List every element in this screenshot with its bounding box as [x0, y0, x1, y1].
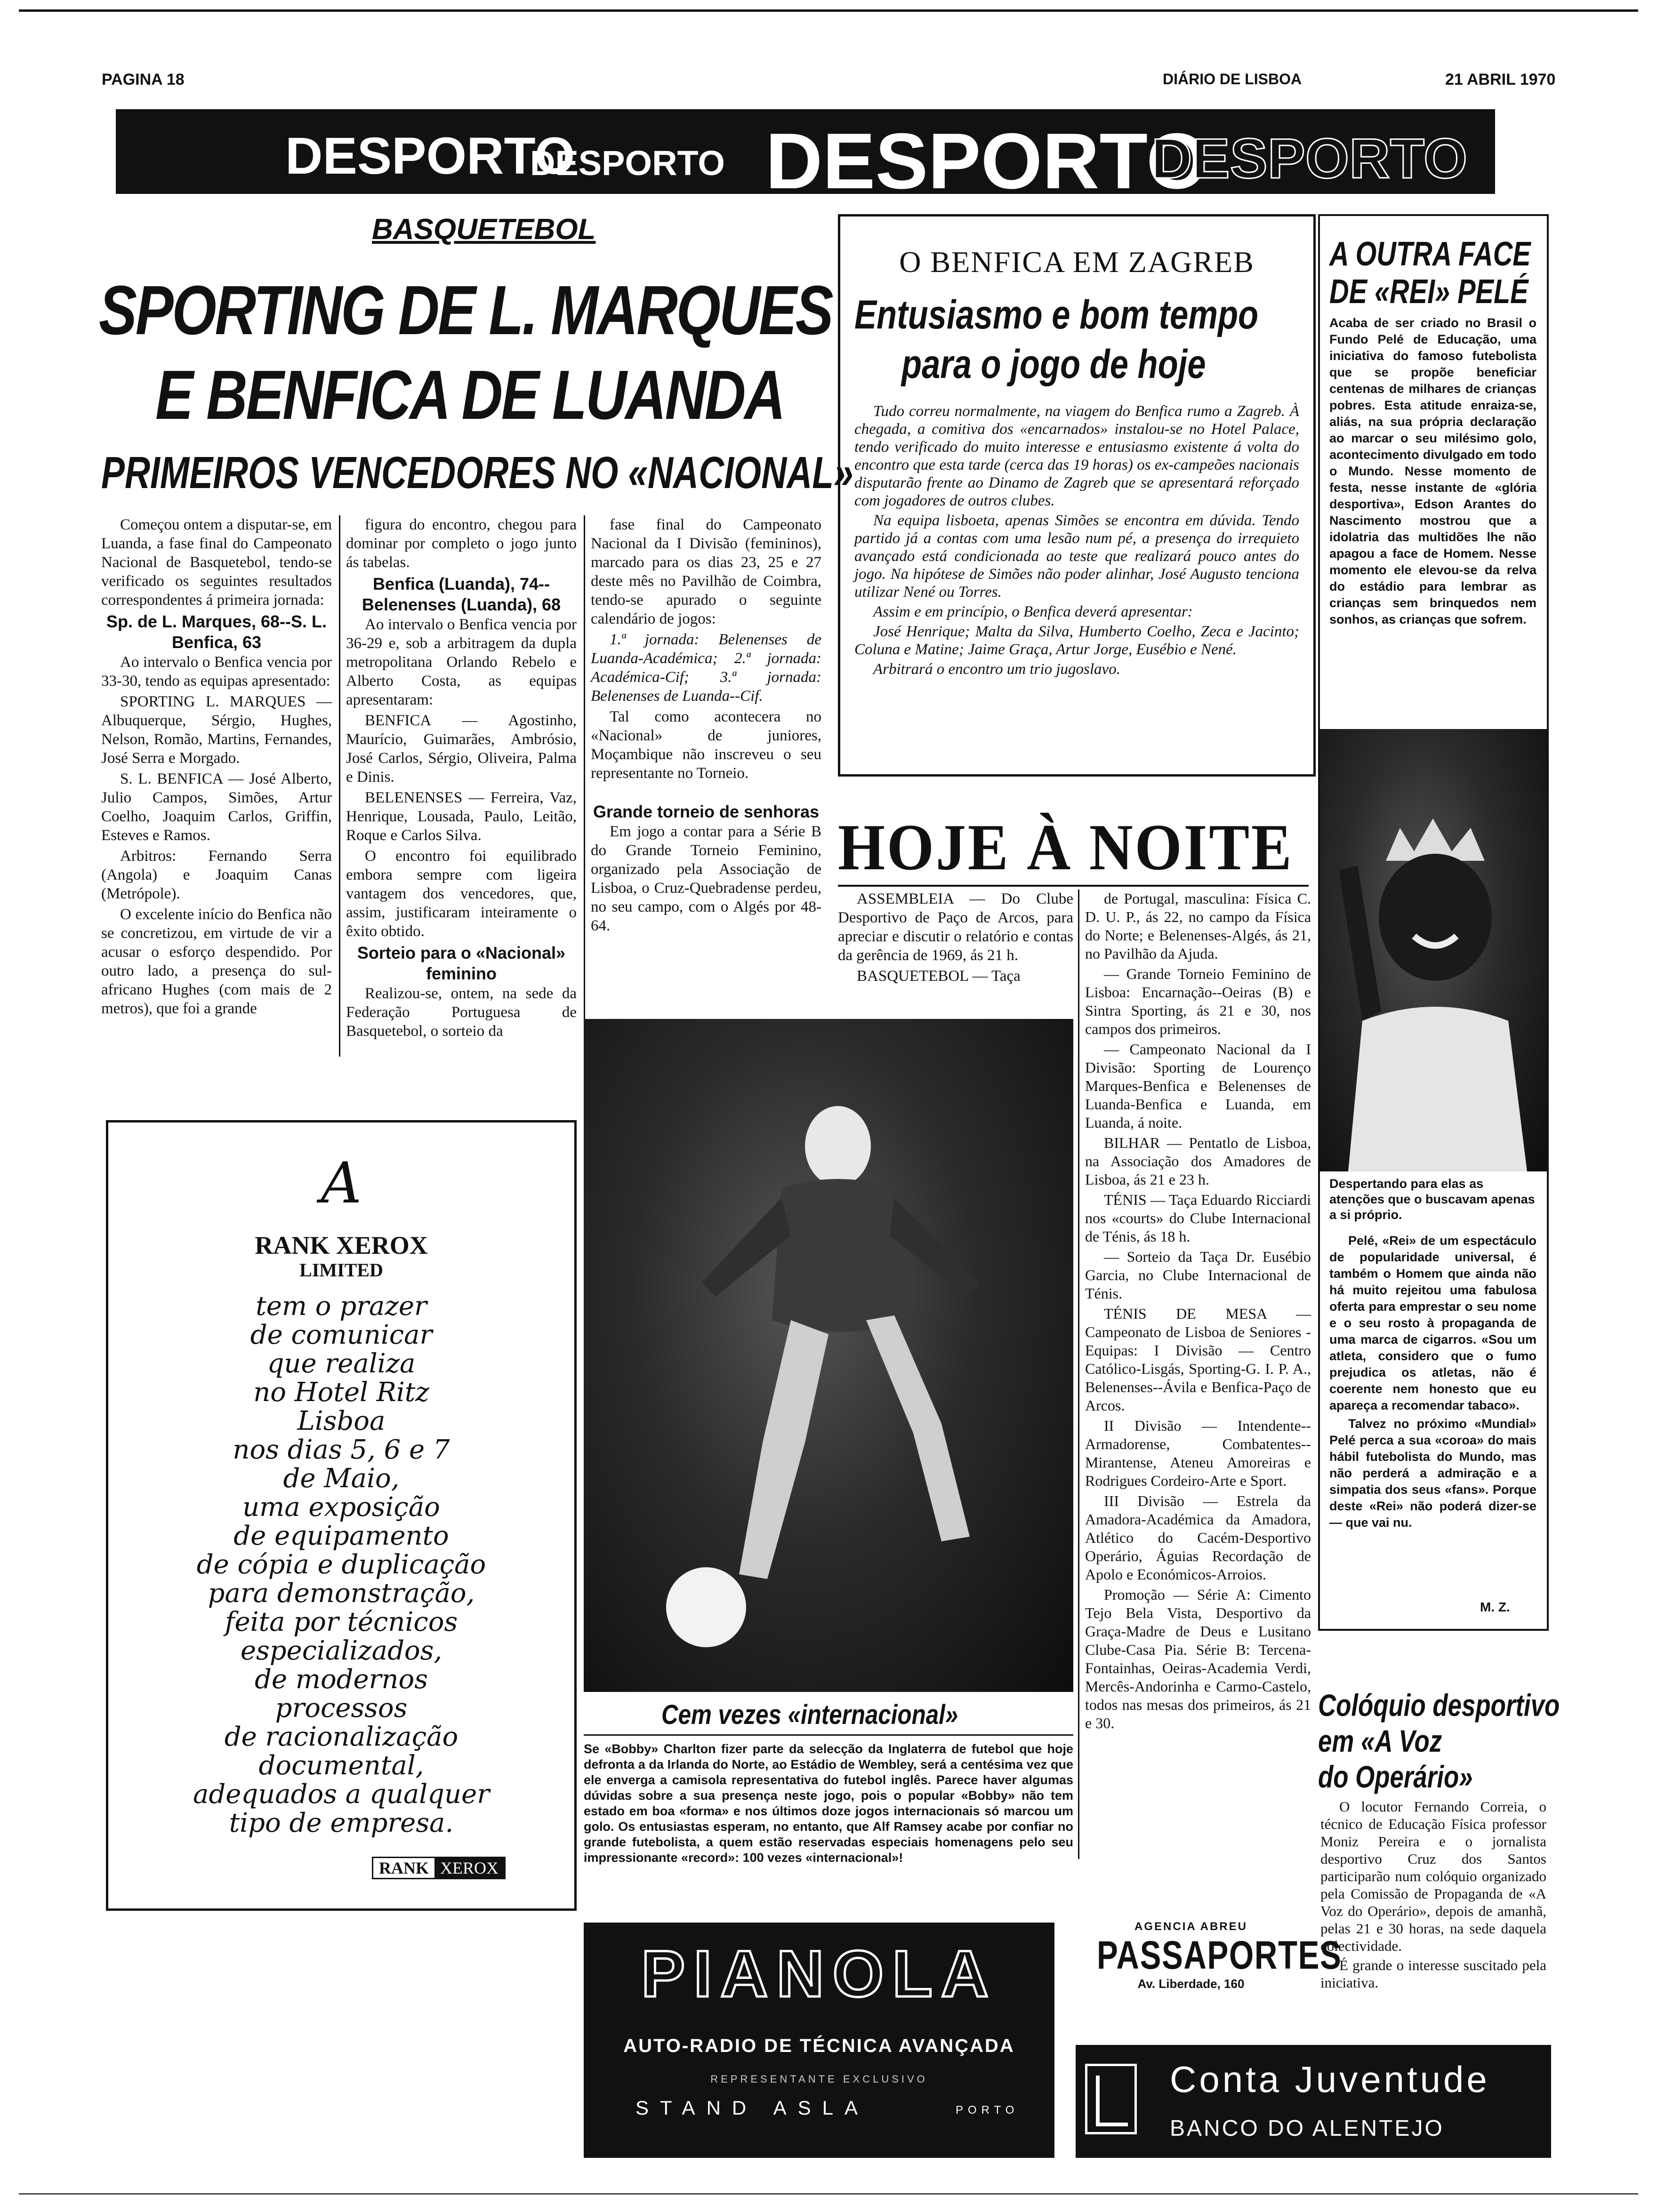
- banner-word-2: DESPORTO: [530, 144, 725, 183]
- coloquio-title: [1318, 1687, 1560, 1795]
- ad-line: no Hotel Ritz: [253, 1377, 429, 1408]
- paragraph: O excelente início do Benfica não se concretizou, em virtude de vir a acusar o esforço despendido. Por outro lado, a presença do sul-africano Hughes (com mais de 2 metros), que foi a grande: [101, 906, 332, 1017]
- logo-part: XEROX: [434, 1858, 504, 1878]
- bank-name: BANCO DO ALENTEJO: [1170, 2116, 1444, 2141]
- passaportes-ad: [1073, 1920, 1342, 2014]
- zagreb-title-1: Entusiasmo e bom tempo: [854, 292, 1259, 337]
- zagreb-article-box: [838, 214, 1316, 777]
- rank-xerox-logo: [372, 1857, 506, 1879]
- ad-script-text: [108, 1292, 574, 1837]
- pele-silhouette: [1320, 729, 1547, 1171]
- paragraph: Começou ontem a disputar-se, em Luanda, a fase final do Campeonato Nacional de Basquetebol, tendo-se verificado os seguintes resultados correspondentes á primeira jornada:: [101, 516, 332, 609]
- pianola-tagline: AUTO-RADIO DE TÉCNICA AVANÇADA: [623, 2036, 1015, 2056]
- pele-title-2: DE «REI» PELÉ: [1329, 273, 1528, 311]
- paragraph: O encontro foi equilibrado embora sempre com ligeira vantagem dos vencedores, que, assim, justificaram inteiramente o êxito obtido.: [346, 848, 577, 940]
- banner-word-3: DESPORTO: [765, 117, 1208, 194]
- pianola-stand: STAND ASLA: [635, 2097, 869, 2119]
- ad-line: de cópia e duplicação: [196, 1549, 486, 1580]
- pianola-ad: [584, 1923, 1054, 2158]
- paragraph: — Campeonato Nacional da I Divisão: Sporting de Lourenço Marques-Benfica e Belenenses de Luanda-Benfica e Luanda, em Luanda, á noite.: [1085, 1041, 1311, 1131]
- conta-juventude-ad: [1076, 2045, 1551, 2158]
- coloquio-body: [1320, 1798, 1546, 1993]
- passaportes-title: PASSAPORTES: [1097, 1933, 1342, 1977]
- title-line: em «A Voz: [1318, 1723, 1442, 1758]
- paragraph: Arbitros: Fernando Serra (Angola) e Joaquim Canas (Metrópole).: [101, 848, 332, 902]
- paragraph: TÉNIS DE MESA — Campeonato de Lisboa de Seniores - Equipas: I Divisão — Centro Católico-Lisgás, Sporting-G. I. P. A., Belenenses--Ávila e Benfica-Paço de Arcos.: [1085, 1305, 1311, 1414]
- ad-company: RANK XEROX: [255, 1231, 428, 1259]
- paragraph: Em jogo a contar para a Série B do Grande Torneio Feminino, organizado pela Associação de Lisboa, o Cruz-Quebradense perdeu, no seu campo, com o Algés por 48-64.: [591, 823, 821, 934]
- paragraph: fase final do Campeonato Nacional da I Divisão (femininos), marcado para os dias 23, 25 e 27 deste mês no Pavilhão de Coimbra, tendo-se apurado o seguinte calendário de jogos:: [591, 516, 821, 627]
- ad-line: uma exposição: [242, 1492, 440, 1523]
- pele-photo-caption: Despertando para elas as atenções que o buscavam apenas a si próprio.: [1329, 1177, 1535, 1222]
- ad-line: tem o prazer: [256, 1291, 427, 1322]
- paragraph: Ao intervalo o Benfica vencia por 33-30, tendo as equipas apresentado:: [101, 654, 332, 689]
- headline-subtitle: PRIMEIROS VENCEDORES NO «NACIONAL»: [101, 448, 853, 498]
- ad-line: feita por técnicos: [225, 1607, 458, 1637]
- pele-article-box: [1318, 214, 1549, 1631]
- pianola-city: PORTO: [956, 2104, 1019, 2116]
- paragraph: Talvez no próximo «Mundial» Pelé perca a sua «coroa» do mais hábil futebolista do Mundo, mas não perderá a admiração e a simpatia dos seus «fans». Porque deste «Rei» não poderá dizer-se — que vai nu.: [1329, 1417, 1536, 1530]
- paragraph: ASSEMBLEIA — Do Clube Desportivo de Paço de Arcos, para apreciar e discutir o relatório e contas da gerência de 1969, ás 21 h.: [838, 890, 1073, 964]
- hoje-column-2: [1085, 890, 1311, 1734]
- result-heading: Benfica (Luanda), 74--Belenenses (Luanda), 68: [362, 574, 561, 614]
- pele-photo: [1320, 729, 1547, 1171]
- zagreb-kicker: O BENFICA EM ZAGREB: [899, 245, 1255, 279]
- ad-line: adequados a qualquer: [193, 1779, 490, 1810]
- headline-line-2: E BENFICA DE LUANDA: [155, 356, 784, 434]
- ad-line: especializados,: [240, 1635, 442, 1666]
- paragraph: Realizou-se, ontem, na sede da Federação Portuguesa de Basquetebol, o sorteio da: [346, 985, 577, 1040]
- subheading: Sorteio para o «Nacional» feminino: [357, 943, 566, 983]
- issue-date: 21 ABRIL 1970: [1445, 71, 1556, 88]
- banner-word-1: DESPORTO: [285, 127, 575, 185]
- ad-line: de equipamento: [233, 1521, 449, 1551]
- paragraph: Assim e em princípio, o Benfica deverá apresentar:: [873, 603, 1193, 620]
- ad-line: para demonstração,: [208, 1578, 475, 1609]
- pianola-rep: REPRESENTANTE EXCLUSIVO: [710, 2073, 928, 2085]
- paragraph: BELENENSES — Ferreira, Vaz, Henrique, Lousada, Paulo, Leitão, Roque e Carlos Silva.: [346, 789, 577, 844]
- agency-name: AGENCIA ABREU: [1134, 1920, 1247, 1933]
- paragraph: TÉNIS — Taça Eduardo Ricciardi nos «courts» do Clube Internacional de Ténis, ás 18 h.: [1085, 1191, 1311, 1245]
- paragraph: S. L. BENFICA — José Alberto, Julio Campos, Simões, Artur Coelho, Joaquim Carlos, Griffin, Esteves e Ramos.: [101, 770, 332, 844]
- pele-title-1: A OUTRA FACE: [1329, 235, 1531, 273]
- paragraph: O locutor Fernando Correia, o técnico de Educação Física professor Moniz Pereira e o jornalista desportivo Cruz dos Santos participarão num colóquio organizado pela Comissão de Propaganda de «A Voz do Operário», depois de amanhã, pelas 21 e 30 horas, na sede daquela colectividade.: [1320, 1798, 1546, 1954]
- ad-line: de comunicar: [250, 1320, 433, 1350]
- subheading: Grande torneio de senhoras: [593, 802, 820, 821]
- charlton-text: Se «Bobby» Charlton fizer parte da selecção da Inglaterra de futebol que hoje defronta a da Irlanda do Norte, ao Estádio de Wembley, será a centésima vez que ele enverga a camisola representativa do futebol inglês. Parece haver algumas dúvidas sobre a sua presença neste jogo, pois o popular «Bobby» não tem estado em boa «forma» e nos últimos doze jogos internacionais só marcou um golo. Os entusiastas esperam, no entanto, que Alf Ramsey acabe por confiar no grande futebolista, a quem estão reservadas especiais homenagens pelo seu impressionante «record»: 100 vezes «internacional»!: [584, 1742, 1073, 1865]
- hoje-noite-title: HOJE À NOITE: [838, 811, 1294, 884]
- paragraph: José Henrique; Malta da Silva, Humberto Coelho, Zeca e Jacinto; Coluna e Matine; Jaime Graça, Artur Jorge, Eusébio e Nené.: [854, 623, 1299, 658]
- ad-line: que realiza: [267, 1348, 416, 1379]
- zagreb-title-2: para o jogo de hoje: [901, 342, 1206, 387]
- paragraph: Tudo correu normalmente, na viagem do Benfica rumo a Zagreb. À chegada, a comitiva dos «encarnados» instalou-se no Hotel Palace, tendo verificado do muito interesse e entusiasmo existente á volta do encontro que esta tarde (cerca das 19 horas) os ex-campeões nacionais disputarão frente ao Dinamo de Zagreb que se apresentará reforçado com jogadores de outros clubes.: [854, 403, 1299, 509]
- paragraph: Promoção — Série A: Cimento Tejo Bela Vista, Desportivo da Graça-Madre de Deus e Lusitano Clube-Casa Pia. Série B: Tercena-Fontainhas, Oeiras-Academia Verdi, Mercês-Andorinha e Carmo-Castelo, todos nas mesas dos primeiros, ás 21 e 30.: [1085, 1586, 1311, 1731]
- ad-line: nos dias 5, 6 e 7: [233, 1435, 450, 1465]
- ad-line: de racionalização: [224, 1722, 458, 1752]
- result-heading: Sp. de L. Marques, 68--S. L. Benfica, 63: [106, 612, 327, 652]
- paragraph: É grande o interesse suscitado pela iniciativa.: [1320, 1957, 1546, 1991]
- pele-intro: Acaba de ser criado no Brasil o Fundo Pelé de Educação, uma iniciativa do famoso futebolista que se propõe beneficiar centenas de milhares de crianças pobres. Esta atitude enraiza-se, aliás, na sua própria declaração ao marcar o seu milésimo golo, acontecimento divulgado em todo o Mundo. Nesse momento de festa, nesse instante de «glória desportiva», Edson Arantes do Nascimento mostrou que a idolatria das multidões lhe não apagou a face de Homem. Nesse momento ele elevou-se da relva do estádio para lembrar as crianças sem brinquedos nem sonhos, as crianças que sofrem.: [1329, 316, 1536, 626]
- logo-part: RANK: [379, 1859, 429, 1877]
- hoje-column-1: [838, 890, 1073, 987]
- ad-line: processos: [275, 1693, 408, 1723]
- pele-body: [1329, 1233, 1536, 1533]
- charlton-caption: Cem vezes «internacional»: [661, 1699, 958, 1730]
- ad-line: tipo de empresa.: [229, 1808, 454, 1838]
- bank-logo-icon: [1085, 2064, 1137, 2134]
- paragraph: BENFICA — Agostinho, Maurício, Guimarães, Ambrósio, José Carlos, Sérgio, Oliveira, Palma e Dinis.: [346, 712, 577, 785]
- ad-line: de Maio,: [283, 1463, 400, 1494]
- ad-line: Lisboa: [297, 1406, 386, 1436]
- ad-initial: A: [321, 1151, 362, 1216]
- paragraph: Ao intervalo o Benfica vencia por 36-29 e, sob a arbitragem da dupla metropolitana Orlando Rebelo e Alberto Costa, as equipas apresentaram:: [346, 616, 577, 708]
- basket-column-1: [101, 515, 332, 1020]
- charlton-photo: [584, 1019, 1073, 1692]
- paragraph: Arbitrará o encontro um trio jugoslavo.: [873, 661, 1120, 678]
- headline-line-1: SPORTING DE L. MARQUES: [99, 272, 832, 349]
- paragraph: BASQUETEBOL — Taça: [857, 968, 1021, 985]
- paragraph: SPORTING L. MARQUES — Albuquerque, Sérgio, Hughes, Nelson, Romão, Martins, Fernandes, José Serra e Morgado.: [101, 693, 332, 767]
- paragraph: III Divisão — Estrela da Amadora-Académica da Amadora, Atlético do Cacém-Desportivo Operário, Águias Recordação de Apolo e Económicos-Arroios.: [1085, 1492, 1311, 1583]
- basket-column-3: [591, 515, 821, 937]
- ad-line: de modernos: [255, 1664, 428, 1695]
- pianola-brand: PIANOLA: [641, 1937, 997, 2011]
- title-line: Colóquio desportivo: [1318, 1688, 1560, 1723]
- paragraph: — Sorteio da Taça Dr. Eusébio Garcia, no Clube Internacional de Ténis.: [1085, 1248, 1311, 1302]
- paragraph: II Divisão — Intendente--Armadorense, Combatentes--Mirantense, Ateneu Amoreiras e Rodrigues Cordeiro-Arte e Sport.: [1085, 1417, 1311, 1489]
- paragraph: figura do encontro, chegou para dominar por completo o jogo junto ás tabelas.: [346, 516, 577, 571]
- pele-signature: M. Z.: [1480, 1600, 1510, 1614]
- conta-title: Conta Juventude: [1170, 2059, 1490, 2100]
- banner-word-4: DESPORTO: [1151, 127, 1468, 190]
- basket-column-2: [346, 515, 577, 1042]
- newspaper-name: DIÁRIO DE LISBOA: [1163, 71, 1302, 88]
- paragraph: de Portugal, masculina: Física C. D. U. P., ás 22, no campo da Física do Norte; e Belenenses-Algés, ás 21, no Pavilhão da Ajuda.: [1085, 890, 1311, 962]
- paragraph: Na equipa lisboeta, apenas Simões se encontra em dúvida. Tendo partido já a contas com uma lesão num pé, a presença do irrequieto avançado está condicionada ao teste que realizará pouco antes do jogo. Na hipótese de Simões não poder alinhar, José Augusto tenciona utilizar Nené ou Torres.: [854, 512, 1299, 601]
- page-number: PAGINA 18: [102, 71, 185, 88]
- section-label: BASQUETEBOL: [372, 213, 596, 246]
- paragraph: — Grande Torneio Feminino de Lisboa: Encarnação--Oeiras (B) e Sintra Sporting, ás 21 e 30, nos campos dos primeiros.: [1085, 965, 1311, 1037]
- section-banner: [116, 109, 1495, 194]
- ad-line: documental,: [258, 1750, 424, 1781]
- paragraph: Pelé, «Rei» de um espectáculo de popularidade universal, é também o Homem que ainda não há muito rejeitou uma fabulosa oferta para emprestar o seu nome e o seu rosto à propaganda de uma marca de cigarros. «Sou um atleta, considero que o fumo prejudica os atletas, não é coerente nem honesto que eu apareça a recomendar tabaco».: [1329, 1234, 1536, 1412]
- player-silhouette: [584, 1019, 1073, 1692]
- paragraph: BILHAR — Pentatlo de Lisboa, na Associação dos Amadores de Lisboa, ás 21 e 23 h.: [1085, 1134, 1311, 1188]
- zagreb-body: [854, 402, 1299, 680]
- rank-xerox-ad: [106, 1120, 577, 1911]
- title-line: do Operário»: [1318, 1759, 1473, 1794]
- ad-company-suffix: LIMITED: [299, 1259, 383, 1281]
- agency-address: Av. Liberdade, 160: [1137, 1977, 1245, 1991]
- paragraph: 1.ª jornada: Belenenses de Luanda-Académica; 2.ª jornada: Académica-Cif; 3.ª jornada: Belenenses de Luanda--Cif.: [591, 631, 821, 705]
- paragraph: Tal como acontecera no «Nacional» de juniores, Moçambique não inscreveu o seu representante no Torneio.: [591, 708, 821, 782]
